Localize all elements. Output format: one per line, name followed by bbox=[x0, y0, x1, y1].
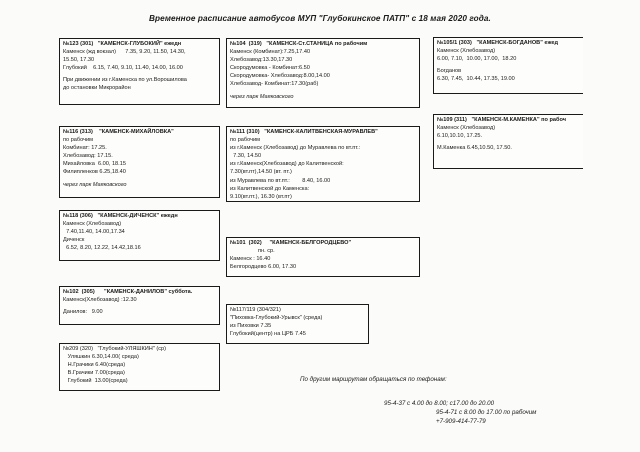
route-schedule-line: М.Каменка 6.45,10.50, 17.50. bbox=[437, 145, 512, 152]
route-schedule-line: по рабочим bbox=[63, 137, 93, 144]
route-card-111 bbox=[226, 126, 420, 202]
route-title: №111 (310) "КАМЕНСК-КАЛИТВЕНСКАЯ-МУРАВЛЕВ" bbox=[230, 129, 378, 135]
route-schedule-line: Белгородцево 6.00, 17.30 bbox=[230, 264, 297, 271]
route-schedule-line: Уляшкин 6.30,14.00( среда) bbox=[63, 354, 139, 361]
route-schedule-line: Скородумовка - Комбинат:6.50 bbox=[230, 65, 310, 72]
page-title: Временное расписание автобусов МУП "Глубокинское ПАТП" с 18 мая 2020 года. bbox=[149, 14, 491, 23]
route-schedule-line: Н.Грачики 6.40(среда) bbox=[63, 362, 126, 369]
route-schedule-line: Богданов bbox=[437, 68, 462, 75]
route-schedule-line: 7.30, 14.50 bbox=[230, 153, 262, 160]
route-schedule-line: из г.Каменск(Хлебозавод) до Калитвенской: bbox=[230, 161, 344, 168]
route-card-105 bbox=[433, 37, 583, 94]
route-schedule-line: Глубокий(центр) на ЦРБ 7.45 bbox=[230, 331, 306, 338]
route-title: №101 (302) "КАМЕНСК-БЕЛГОРОДЦЕВО" bbox=[230, 240, 352, 246]
route-schedule-line: из г.Каменск (Хлебозавод) до Муравлева по вт.пт.: bbox=[230, 145, 361, 152]
route-schedule-line: Каменск (Хлебозавод) bbox=[437, 48, 496, 55]
route-title: №209 (320) "Глубокий-УЛЯШКИН" (ср) bbox=[63, 346, 167, 352]
phone-line-2: 95-4-71 с 8.00 до 17.00 по рабочим bbox=[436, 409, 537, 416]
route-schedule-line: Каменск (Хлебозавод) bbox=[437, 125, 496, 132]
route-title: №118 (306) "КАМЕНСК-ДИЧЕНСК" ежедн bbox=[63, 213, 178, 219]
route-title: №109 (311) "КАМЕНСК-М.КАМЕНКА" по рабоч bbox=[437, 117, 567, 123]
route-schedule-line: При движении из г.Каменска по ул.Ворошилова bbox=[63, 77, 187, 84]
route-card-123 bbox=[59, 38, 220, 105]
route-schedule-line: Диченск bbox=[63, 237, 85, 244]
route-schedule-line: до остановки Микрорайон bbox=[63, 85, 131, 92]
route-title: №102 (305) "КАМЕНСК-ДАНИЛОВ" суббота. bbox=[63, 289, 193, 295]
route-card-209 bbox=[59, 343, 220, 391]
route-schedule-line: Скородумовка- Хлебозавод:8.00,14.00 bbox=[230, 73, 330, 80]
route-schedule-line: 6.00, 7.10, 10.00, 17.00, 18.20 bbox=[437, 56, 517, 63]
route-schedule-line: В.Грачики 7.00(среда) bbox=[63, 370, 125, 377]
route-schedule-line: из Муравлева по вт.пт.: 8.40, 16.00 bbox=[230, 177, 331, 184]
route-schedule-line: через парк Маяковского bbox=[230, 93, 294, 100]
route-title: №104 (319) "КАМЕНСК-Ст.СТАНИЦА по рабочим bbox=[230, 41, 368, 47]
route-card-109 bbox=[433, 114, 583, 169]
route-schedule-line: Каменск (Хлебозавод) bbox=[63, 221, 122, 228]
route-schedule-line: Глубокий 6.15, 7.40, 9.10, 11.40, 14.00, 16.00 bbox=[63, 65, 183, 72]
route-schedule-line: Каменск : 16.40 bbox=[230, 256, 271, 263]
route-card-104 bbox=[226, 38, 420, 108]
route-schedule-line: Глубокий 13.00(среда) bbox=[63, 378, 128, 385]
phone-line-3: +7-909-414-77-79 bbox=[436, 418, 486, 425]
route-schedule-line: 7.40,11.40, 14.00,17.34 bbox=[63, 229, 125, 236]
route-schedule-line: 15.50, 17.30 bbox=[63, 57, 95, 64]
route-title: №123 (301) "КАМЕНСК-ГЛУБОКИЙ" ежедн bbox=[63, 41, 182, 47]
route-schedule-line: 6.10,10.10, 17.25. bbox=[437, 133, 483, 140]
route-title: №105/1 (303) "КАМЕНСК-БОГДАНОВ" ежед bbox=[437, 40, 559, 46]
route-schedule-line: через парк Маяковского bbox=[63, 181, 127, 188]
route-schedule-line: Хлебозавод:13.30,17.30 bbox=[230, 57, 293, 64]
route-card-101 bbox=[226, 237, 420, 277]
route-schedule-line: 9.10(вт.пт.), 16.30 (вт.пт) bbox=[230, 193, 292, 200]
route-title: №116 (313) "КАМЕНСК-МИХАЙЛОВКА" bbox=[63, 129, 174, 135]
route-card-116 bbox=[59, 126, 220, 198]
route-schedule-line: Филипленков 6.25,18.40 bbox=[63, 169, 126, 176]
route-schedule-line: Комбинат: 17.25. bbox=[63, 145, 107, 152]
contact-note: По другим маршрутам обращаться по тефонам: bbox=[300, 376, 447, 383]
route-schedule-line: Хлебозавод- Комбинат:17.30(раб) bbox=[230, 81, 319, 88]
route-schedule-line: по рабочим bbox=[230, 137, 260, 144]
phone-line-1: 95-4-37 с 4.00 до 8.00; с17.00 до 20.00 bbox=[384, 400, 495, 407]
route-schedule-line: 7.30(вт.пт),14.50 (вт. пт.) bbox=[230, 169, 292, 176]
route-card-118 bbox=[59, 210, 220, 261]
route-schedule-line: Каменск (Комбинат):7.25,17.40 bbox=[230, 49, 311, 56]
route-card-102 bbox=[59, 286, 220, 325]
route-schedule-line: 6.30, 7.45, 10.44, 17.35, 19.00 bbox=[437, 76, 515, 83]
route-schedule-line: пн. ср. bbox=[230, 248, 275, 255]
route-schedule-line: Данилов: 9.00 bbox=[63, 309, 103, 316]
route-card-117 bbox=[226, 304, 369, 344]
route-schedule-line: Каменск (жд вокзал) 7.35, 9.20, 11.50, 14.30, bbox=[63, 49, 186, 56]
route-schedule-line: из Калитвенской до Каменска: bbox=[230, 185, 310, 192]
route-schedule-line: Хлебозавод: 17.15. bbox=[63, 153, 113, 160]
route-title: №117/119 (304/321) bbox=[230, 307, 281, 313]
route-schedule-line: "Пиховка-Глубокий-Урывск" (среда) bbox=[230, 315, 323, 322]
route-schedule-line: Михайловка 6.00, 18.15 bbox=[63, 161, 126, 168]
route-schedule-line: 6.52, 8.20, 12.22, 14.42,18.16 bbox=[63, 245, 141, 252]
route-schedule-line: Каменск(Хлебозавод) :12.30 bbox=[63, 297, 137, 304]
route-schedule-line: из Пиховки 7.35 bbox=[230, 323, 272, 330]
